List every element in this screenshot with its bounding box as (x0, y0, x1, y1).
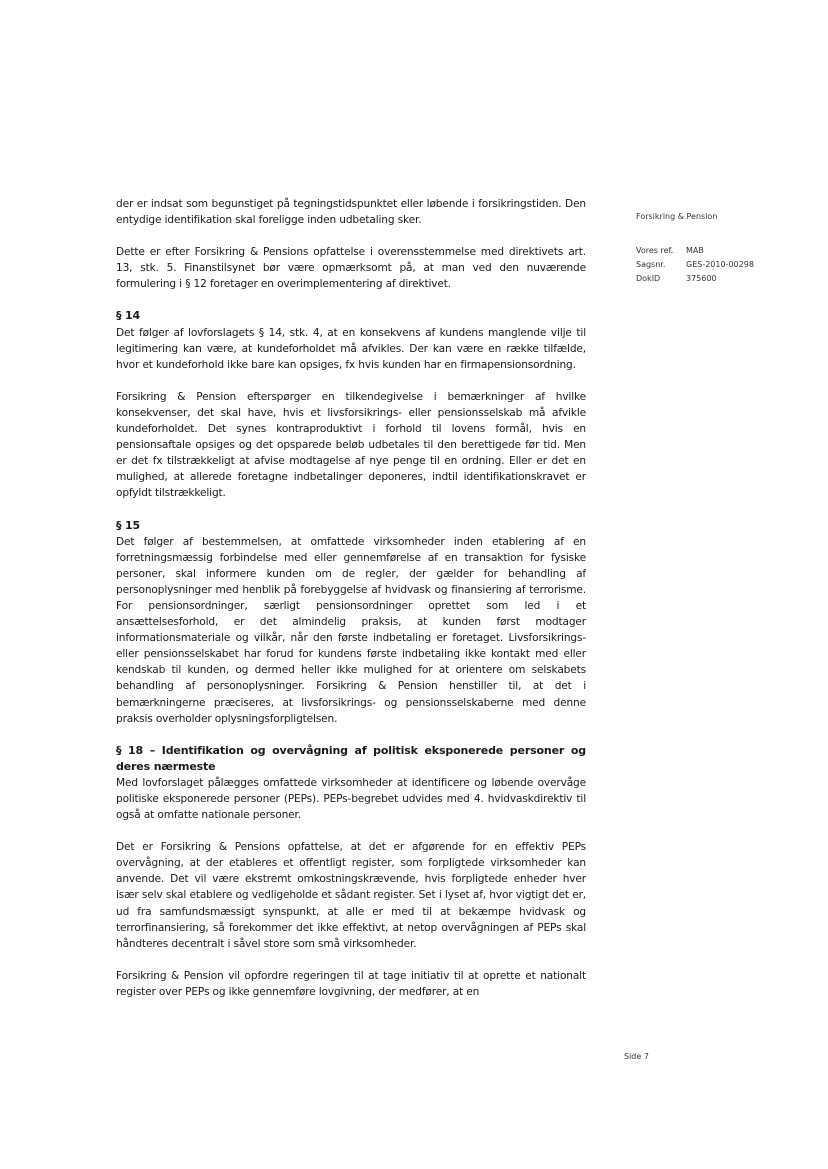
meta-row-ref (636, 244, 806, 258)
paragraph: Det er Forsikring & Pensions opfattelse, at det er afgørende for en effektiv PEPs overvågning, at der etableres et offentligt register, som forpligtede virksomheder kan anvende. Det vil være ekstremt omkostningskrævende, hvis forpligtede enheder hver især selv skal etablere og vedligeholde et sådant register. Set i lyset af, hvor vigtigt det er, ud fra samfundsmæssigt synspunkt, at alle er med til at bekæmpe hvidvask og terrorfinansiering, så forekommer det ikke effektivt, at netop overvågningen af PEPs skal håndteres decentralt i såvel store som små virksomheder. (116, 841, 586, 950)
meta-row-case (636, 258, 806, 272)
meta-key: DokID (636, 274, 661, 283)
meta-value: MAB (686, 246, 704, 255)
paragraph: Dette er efter Forsikring & Pensions opfattelse i overensstemmelse med direktivets art. 13, stk. 5. Finanstilsynet bør være opmærksomt på, at man ved den nuværende formulering i § 12 foretager en overimplementering af direktivet. (116, 246, 586, 291)
sidebar-meta (636, 210, 806, 286)
page-number: Side 7 (624, 1052, 649, 1061)
main-text (116, 196, 586, 1000)
meta-key: Sagsnr. (636, 260, 666, 269)
section-heading-15: § 15 (116, 518, 141, 532)
paragraph: Forsikring & Pension efterspørger en tilkendegivelse i bemærkninger af hvilke konsekvenser, det skal have, hvis et livsforsikrings- eller pensionsselskab må afvikle kundeforholdet. Det synes kontraproduktivt i forhold til lovens formål, hvis en pensionsaftale opsiges og det opsparede beløb udbetales til den berettigede før tid. Men er det fx tilstrækkeligt at afvise modtagelse af nye penge til en ordning. Eller er det en mulighed, at allerede foretagne indbetalinger deponeres, indtil identifikationskravet er opfyldt tilstrækkeligt. (116, 390, 586, 500)
section-heading-18: § 18 – Identifikation og overvågning af politisk eksponerede personer og deres nærmeste (116, 743, 586, 773)
paragraph: Det følger af lovforslagets § 14, stk. 4, at en konsekvens af kundens manglende vilje til legitimering kan være, at kundeforholdet må afvikles. Der kan være en række tilfælde, hvor et kundeforhold ikke bare kan opsiges, fx hvis kunden har en firmapensionsordning. (116, 326, 586, 371)
meta-value: 375600 (686, 274, 717, 283)
paragraph: Forsikring & Pension vil opfordre regeringen til at tage initiativ til at oprette et nationalt register over PEPs og ikke gennemføre lovgivning, der medfører, at en (116, 969, 586, 998)
meta-value: GES-2010-00298 (686, 260, 754, 269)
meta-row-docid (636, 272, 806, 286)
sender-organization: Forsikring & Pension (636, 212, 718, 221)
section-heading-14: § 14 (116, 309, 141, 323)
paragraph: Med lovforslaget pålægges omfattede virksomheder at identificere og løbende overvåge politiske eksponerede personer (PEPs). PEPs-begrebet udvides med 4. hvidvaskdirektiv til også at omfatte nationale personer. (116, 776, 586, 822)
paragraph: Det følger af bestemmelsen, at omfattede virksomheder inden etablering af en forretningsmæssig forbindelse med eller gennemførelse af en transaktion for fysiske personer, skal informere kunden om de regler, der gælder for behandling af personoplysninger med henblik på forebyggelse af hvidvask og finansiering af terrorisme. For pensionsordninger, særligt pensionsordninger oprettet som led i et ansættelsesforhold, er det almindelig praksis, at kunden først modtager informationsmateriale og vilkår, når den første indbetaling er foretaget. Livsforsikrings- eller pensionsselskabet har forud for kundens første indbetaling ikke kontakt med eller kendskab til kunden, og dermed heller ikke mulighed for at orientere om selskabets behandling af personoplysninger. Forsikring & Pension henstiller til, at det i bemærkningerne præciseres, at livsforsikrings- og pensionsselskaberne med denne praksis overholder oplysningsforpligtelsen. (116, 535, 586, 725)
paragraph: der er indsat som begunstiget på tegningstidspunktet eller løbende i forsikringstiden. Den entydige identifikation skal foreligge inden udbetaling sker. (116, 198, 586, 227)
meta-key: Vores ref. (636, 246, 674, 255)
